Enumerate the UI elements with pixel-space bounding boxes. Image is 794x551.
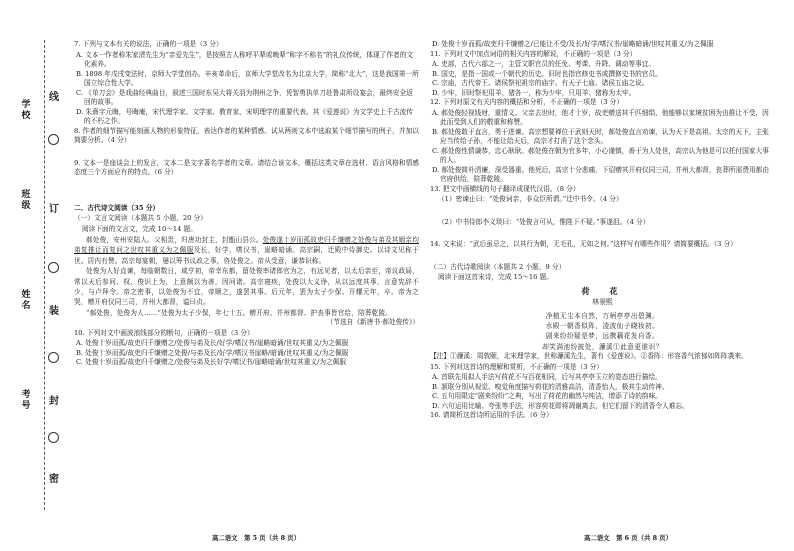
passage-paragraph-2: 处俊为人好直谏，每临朝数日，咸亨初，帝幸东都，留处俊率诸郎官为之，有远见者，以太后亲至，帝议政局，常以天后参问、权、俊识上为，上意颇以为善，因问诸。高宗寝疾，处俊以大义诤，从以远度其事，言意宪辞不少，与卢拜令。帝之密事，以处俊为不宜，帝顺之，遂罢其事。后元年，罢为太子少保。开耀元年，卒。帝为之哭，赠开府仪同三司，并州大都督，谥曰贞。	[74, 267, 419, 307]
binding-margin	[0, 0, 59, 551]
wavy-underlined-text: 处俊遂十岁而孤故吏归千缣赠之处俊与弟及其姻亲均弟复推让而复问之世叹其重义为之佩服	[74, 236, 419, 255]
q12-option-b: B. 郝处俊敢于直言，勇于进谏。高宗想要禅位于武则天时，郝处俊直言劝谏，认为天下是高祖、太宗的天下，主张应当传给子孙，不能让给天后，高宗才打消了这个念头。	[432, 127, 769, 145]
binding-mark-order: 订	[49, 204, 59, 215]
q7-option-a: A. 文本一作者称朱家溍先生为“亲爱先生”，是按照古人称呼平辈或晚辈“称字不称名”的礼仪传统，体现了作者的文化素养。	[76, 50, 414, 68]
binding-mark-line: 线	[49, 92, 59, 103]
question-13-part-1: （1）密谏止曰：“处俊词亲，非众臣所谓。”迁中书令。（4 分）	[438, 195, 623, 203]
question-9: 9. 文本一是座谈会上的发言，文本二是文字著名学者的文章。请结合该文本，概括这类文章在选材、语言风格和情感态度三个方面应有的特点。（6 分）	[74, 158, 419, 176]
question-7: 7. 下列与文本有关的说法，正确的一项是（3 分）	[74, 40, 223, 48]
binding-circle	[48, 262, 59, 273]
answer-space	[430, 251, 775, 263]
q15-option-d: D. 六句运用比喻、夸张等手法，形容荷花即将凋谢离去，但它们留下的清香令人难忘。	[432, 401, 689, 410]
q15-option-c: C. 五句用限定“剧来纷纷”之典，写出了荷花的幽然与纯洁，增添了诗的韵味。	[432, 392, 662, 401]
answer-space	[430, 206, 775, 218]
q7-option-d: D. 朱熹字元晦，号晦庵，宋代理学家、文学家、教育家，宋明理学的重要代表。其《爱莲说》为文学史上千古流传的不朽之作。	[76, 107, 414, 125]
question-12: 12. 下列对原文有关内容的概括和分析，不正确的一项是（3 分）	[430, 98, 624, 106]
passage-source: （节选自《新唐书·郝处俊传》）	[326, 318, 419, 327]
q11-option-b: B. 国史，是指一国或一个朝代的历史。旧时也指官修史书或撰修史书的官员。	[432, 69, 662, 78]
page-footer-left: 高二语文 第 5 页（共 8 页）	[212, 534, 301, 542]
answer-space	[74, 147, 419, 159]
binding-mark-secret: 密	[49, 474, 59, 485]
binding-mark-seal: 封	[49, 396, 59, 407]
q12-option-c: C. 郝处俊性情谦恭，忠心耿耿。郝处俊在朝为官多年，小心谨慎，善于为人处世，高宗认为他是可以托付国家大事的人。	[432, 146, 769, 164]
question-8: 8. 作者的细节描写能刻画人物的形象特征，表达作者的某种情感。试从两则文本中选取某个细节描写的例子，并加以简要分析。（4 分）	[74, 126, 419, 144]
section-2a-heading: （一）文言文阅读（本题共 5 小题，20 分）	[74, 214, 207, 222]
binding-circle	[48, 352, 59, 363]
poem-line: 净植无尘本自然，万柄亭亭出碧渊。	[545, 311, 660, 320]
poem-line: 水殿一朝香似阵，凌波仙子晓妆初。	[545, 321, 660, 330]
answer-space	[74, 179, 419, 201]
q11-option-a: A. 吏部，古代六部之一，主管文职官员的任免、考课、升降、调动等事宜。	[432, 60, 656, 68]
poem-note: 【注】①濂溪：周敦颐，北宋理学家，世称濂溪先生，著有《爱莲说》。②香阵：形容香气浓郁如阵阵袭来。	[430, 352, 748, 361]
binding-line	[44, 40, 45, 510]
question-15: 15. 下列对这首诗的理解和赏析，不正确的一项是（3 分）	[430, 362, 603, 371]
poem-line: 剧来纷纷疑是梦，远携藕花发自香。	[545, 332, 660, 341]
q11-option-d: D. 少牢，旧时祭祀用羊、猪各一，称为少牢，只用羊、猪称为太牢。	[432, 88, 636, 97]
binding-circle	[48, 432, 59, 443]
passage-text: 郝处俊，安州安陆人。父相贵，归唐功封主，封甑山县公。	[86, 236, 263, 244]
passage-paragraph-3: “郝处俊，处俊为人……”处俊为太子少保，年七十五。赠开府、并州都督、护丧事皆官给，陪葬乾陵。	[86, 308, 393, 317]
q7-option-c: C. 《单刀会》是戏曲经典曲目，叙述三国时东吴大将关羽为荆州之争，凭智勇执单刀赴鲁肃所设宴会，最终安全返回的故事。	[76, 88, 413, 106]
q15-option-a: A. 首联先用拟人手法写荷花不与百花相同，后写其亭亭玉立的姿态进行描绘。	[432, 373, 662, 382]
passage-text: 及长，好学，嗜汉书，崖略暗诵。高宗嗣，迁殿中侍御史。以诗文见称于世。居内有赞。高宗每宴朝，屡以筹书议政之事，咨处俊之。帝从受意，谦恭识称。	[74, 246, 419, 265]
section-2b-heading: （二）古代诗歌阅读（本题共 2 小题，9 分）	[430, 262, 566, 271]
question-16: 16. 请简析这首诗所运用的手法。（6 分）	[430, 411, 553, 420]
binding-label-class: 班级	[21, 190, 31, 211]
binding-mark-pack: 装	[49, 306, 59, 317]
question-14: 14. 文末说：“武后虽忌之，以其行为朝，无毛孔，无如之何。”这样写有哪些作用？请简要概括。（3 分）	[430, 240, 737, 248]
question-13: 13. 把文中画横线的句子翻译成现代汉语。（8 分）	[430, 184, 580, 193]
binding-column	[47, 0, 63, 551]
poem-title: 荷 花	[581, 285, 624, 296]
binding-label-school: 学校	[21, 100, 31, 121]
q12-option-d: D. 郝处俊简朴清廉，深受器重。他死后，高宗十分悲痛，下诏赠其开府仪同三司，并州大都督，丧葬所需费用都由官府供给，陪葬乾陵。	[432, 165, 770, 183]
section-2a-intro: 阅读下面的文言文，完成 10～14 题。	[82, 224, 197, 233]
q12-option-a: A. 郝处俊轻视钱财，重情义。父亲去世时，他才十岁，故吏赠送其千匹细绢，他能够以家境贫困为由推让不受，因此而受到人们的敬重和称赞。	[432, 108, 769, 126]
section-2b-intro: 阅读下面这首宋诗，完成 15～16 题。	[438, 273, 553, 281]
poem-line: 却笑满池纷披处，濂溪①此意更谁识？	[542, 342, 663, 351]
q15-option-b: B. 颔联分别从视觉、嗅觉角度描写荷花的清雅高洁，清香怡人，极其生动传神。	[432, 382, 669, 391]
q10-option-b: B. 处俊十岁而孤/故吏归千缣赠之处俊/与弟及长/好学/嗜汉书崖略/暗诵/世叹其重义/为之佩服	[76, 348, 349, 357]
question-13-part-2: （2）中书侍郎李义琰曰：“处俊言可从，惟陛下不疑。”事遂沮。（4 分）	[438, 217, 650, 226]
question-11: 11. 下列对文中加点词语的相关内容的解说，不正确的一项是（3 分）	[430, 49, 637, 58]
page-footer-right: 高二语文 第 6 页（共 8 页）	[584, 534, 673, 542]
passage-paragraph-1	[74, 235, 419, 266]
section-2-heading: 二、古代诗文阅读（35 分）	[74, 203, 160, 212]
question-10: 10. 下列对文中画波浪线部分的断句，正确的一项是（3 分）	[74, 328, 254, 337]
binding-label-id: 考号	[21, 390, 31, 411]
binding-label-name: 姓名	[21, 290, 31, 311]
q7-option-b: B. 1898 年戊戌变法时，京师大学堂创办。辛亥革命后，京师大学堂改名为北京大学，简称“北大”，这是我国第一所国立综合性大学。	[76, 69, 419, 87]
q10-option-a: A. 处俊十岁而孤/故吏归千缣赠之/处俊与弟及长/好学/嗜汉书/崖略暗诵/世叹其重义/为之佩服	[76, 339, 349, 348]
binding-circle	[48, 134, 59, 145]
answer-space	[430, 228, 775, 240]
right-page	[430, 40, 775, 422]
poem	[430, 287, 775, 353]
left-page	[74, 40, 419, 368]
q11-option-c: C. 宗庙，古代帝王、诸侯祭祀祖宗的庙宇。有天子七庙、诸侯五庙之说。	[432, 79, 649, 87]
q10-option-c: C. 处俊十岁而孤/故吏归千缣赠之/处俊与弟及长好学/嗜汉书/崖略暗诵/世叹其重义/为之佩服	[76, 358, 347, 367]
q10-option-d: D. 处俊十岁而孤/故吏归千缣赠之/已能让不受/及长/好学/嗜汉书/崖略暗诵/世叹其重义/为之佩服	[432, 40, 714, 48]
poem-author: 林景熙	[592, 298, 613, 306]
